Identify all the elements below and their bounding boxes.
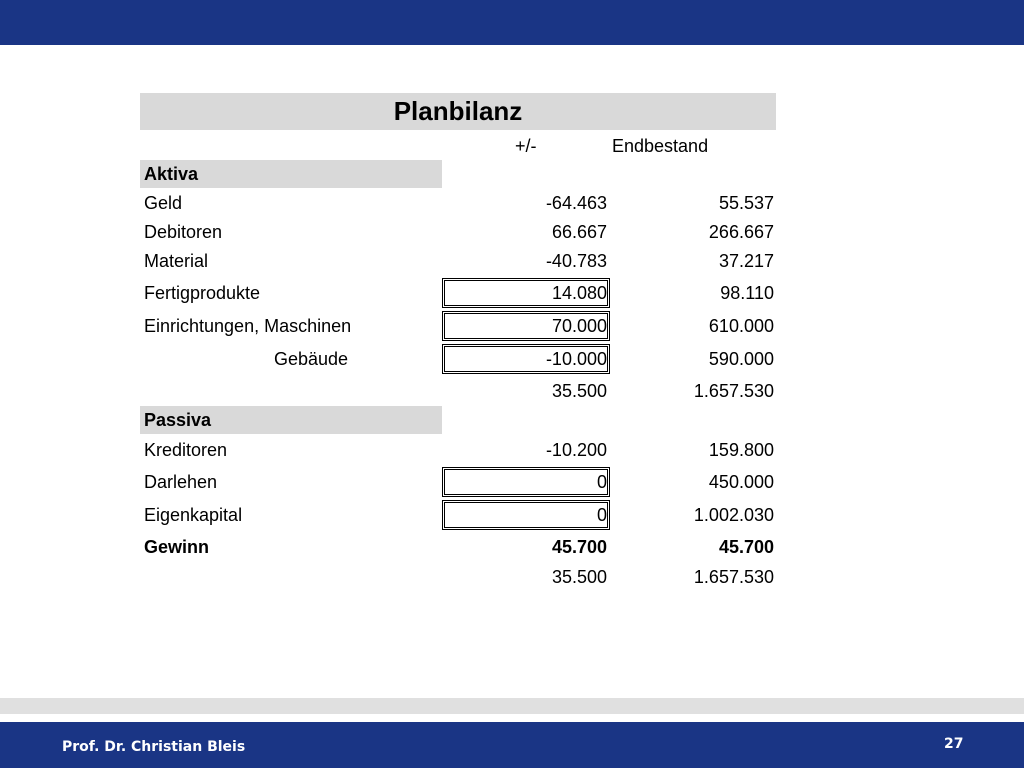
row-end: 159.800 xyxy=(708,440,774,460)
row-label: Debitoren xyxy=(144,222,223,242)
row-label: Geld xyxy=(144,193,183,213)
total-end: 1.657.530 xyxy=(693,381,774,401)
row-delta: -10.000 xyxy=(545,349,607,369)
row-delta: 70.000 xyxy=(551,316,607,336)
footer-divider xyxy=(0,698,1024,714)
row-label: Material xyxy=(144,251,209,271)
total-end: 1.657.530 xyxy=(693,567,774,587)
row-delta: 14.080 xyxy=(551,283,607,303)
row-label: Kreditoren xyxy=(144,440,228,460)
page-number: 27 xyxy=(944,736,964,752)
row-label: Einrichtungen, Maschinen xyxy=(144,316,352,336)
row-label: Gebäude xyxy=(274,349,349,369)
row-delta: -40.783 xyxy=(545,251,607,271)
row-end: 45.700 xyxy=(718,537,774,557)
row-label: Darlehen xyxy=(144,472,218,492)
table-row xyxy=(0,533,1024,561)
table-row xyxy=(0,279,1024,307)
table-row xyxy=(0,247,1024,275)
row-label: Gewinn xyxy=(144,537,210,557)
table-row xyxy=(0,189,1024,217)
row-label: Fertigprodukte xyxy=(144,283,261,303)
row-delta: -10.200 xyxy=(545,440,607,460)
table-row xyxy=(0,468,1024,496)
aktiva-total-row xyxy=(0,377,1024,405)
row-delta: 0 xyxy=(596,505,607,525)
row-end: 590.000 xyxy=(708,349,774,369)
row-end: 1.002.030 xyxy=(693,505,774,525)
row-label: Eigenkapital xyxy=(144,505,243,525)
row-end: 37.217 xyxy=(718,251,774,271)
table-row xyxy=(0,501,1024,529)
row-delta: 66.667 xyxy=(551,222,607,242)
table-row xyxy=(0,436,1024,464)
row-end: 55.537 xyxy=(718,193,774,213)
row-delta: 45.700 xyxy=(551,537,607,557)
top-banner xyxy=(0,0,1024,45)
table-row xyxy=(0,312,1024,340)
table-row xyxy=(0,218,1024,246)
section-passiva: Passiva xyxy=(140,406,442,434)
column-header-delta: +/- xyxy=(515,136,537,156)
row-end: 610.000 xyxy=(708,316,774,336)
row-end: 450.000 xyxy=(708,472,774,492)
column-header-end: Endbestand xyxy=(612,136,709,156)
total-delta: 35.500 xyxy=(551,567,607,587)
table-row xyxy=(0,345,1024,373)
total-delta: 35.500 xyxy=(551,381,607,401)
row-end: 98.110 xyxy=(720,283,774,303)
row-delta: -64.463 xyxy=(545,193,607,213)
row-end: 266.667 xyxy=(708,222,774,242)
section-aktiva: Aktiva xyxy=(140,160,442,188)
table-title: Planbilanz xyxy=(140,93,776,130)
row-delta: 0 xyxy=(596,472,607,492)
footer-author: Prof. Dr. Christian Bleis xyxy=(62,739,246,755)
passiva-total-row xyxy=(0,563,1024,591)
